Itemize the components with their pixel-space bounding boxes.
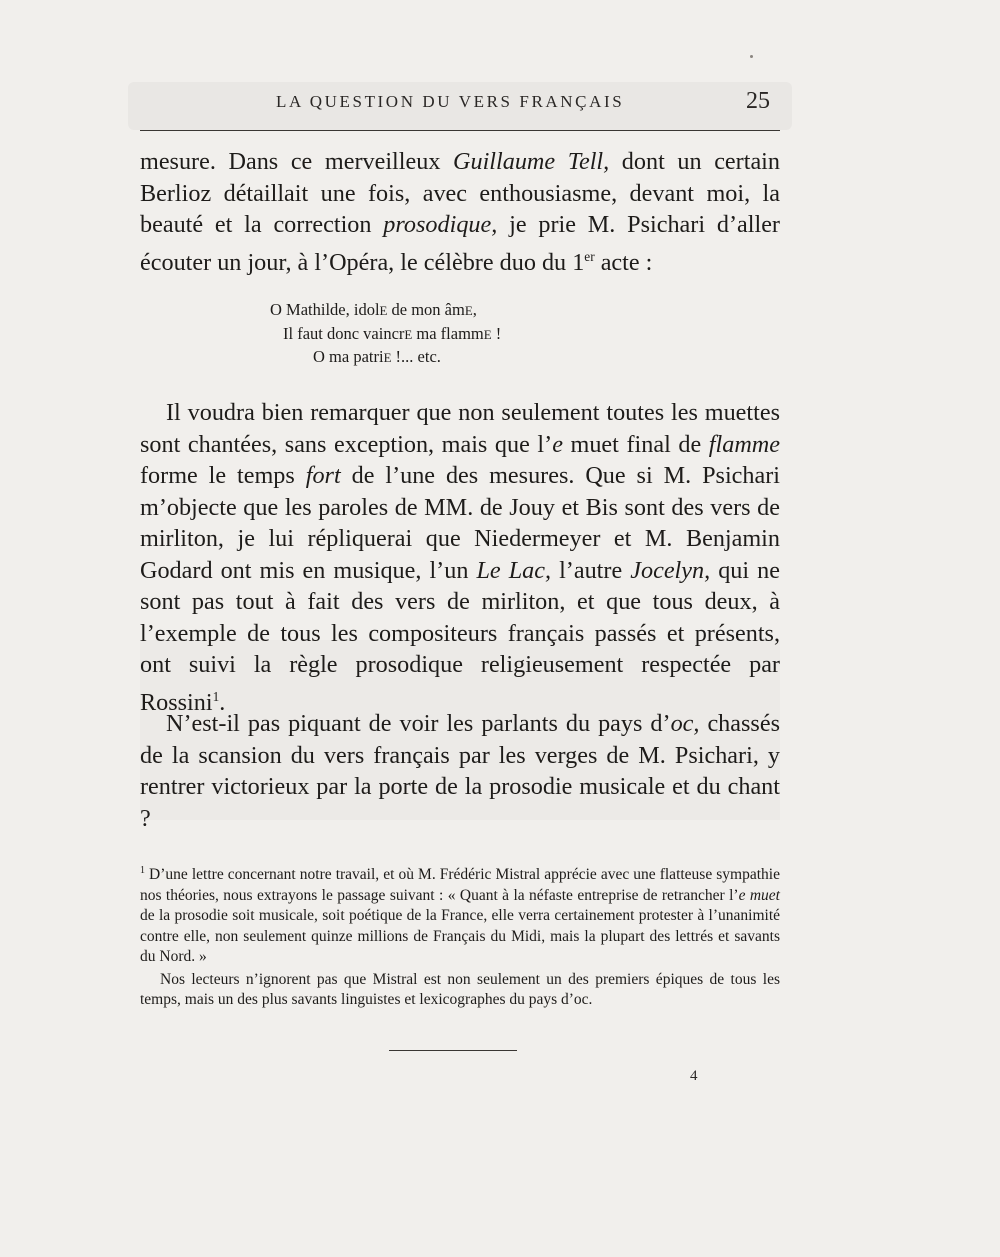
verse-line-3: O ma patriE !... etc. [313,347,441,366]
paper-speck [750,55,753,58]
italic-title-guillaume-tell: Guillaume Tell, [453,148,610,175]
footnote-1: $^1$ D’une lettre concernant notre travail, et où M. Frédéric Mistral apprécie avec une flatteuse sympathie nos théories, nous extrayons le passage suivant : « Quant à la néfaste entreprise de retrancher l’e muet de la prosodie soit musicale, soit poétique de la France, elle verra certainement protester à l’unanimité contre elle, non seulement quinze millions de Français du Midi, mais la plupart des lettrés et savants du Nord. » [140,865,780,966]
running-head [140,90,780,120]
italic-prosodique: prosodique, [383,211,498,238]
paragraph-1: mesure. Dans ce merveilleux Guillaume Tell, dont un certain Berlioz détaillait une fois, avec enthousiasme, devant moi, la beauté et la correction prosodique, je prie M. Psichari d’aller écouter un jour, à l’Opéra, le célèbre duo du 1er acte : [140,148,780,276]
footer-rule [389,1050,517,1051]
paragraph-3: N’est-il pas piquant de voir les parlants du pays d’oc, chassés de la scansion du vers français par les verges de M. Psichari, y rentrer victorieux par la porte de la prosodie musicale et du chant ? [140,710,780,832]
page-number: 25 [746,88,770,114]
verse-line-2: Il faut donc vaincrE ma flammE ! [283,323,502,343]
verse-quotation [140,299,780,370]
header-rule [140,130,780,131]
footnotes [140,861,780,1011]
paragraph-2: Il voudra bien remarquer que non seulement toutes les muettes sont chantées, sans exception, mais que l’e muet final de flamme forme le temps fort de l’une des mesures. Que si M. Psichari m’objecte que les paroles de MM. de Jouy et Bis sont des vers de mirliton, je lui répliquerai que Niedermeyer et M. Benjamin Godard ont mis en musique, l’un Le Lac, l’autre Jocelyn, qui ne sont pas tout à fait des vers de mirliton, et que tous deux, à l’exemple de tous les compositeurs français passés et présents, ont suivi la règle prosodique religieusement respectée par Rossini$^1$. [140,399,780,716]
footnote-continuation: Nos lecteurs n’ignorent pas que Mistral est non seulement un des premiers épiques de tous les temps, mais un des plus savants linguistes et lexicographes du pays d’oc. [140,970,780,1009]
verse-line-1: O Mathilde, idolE de mon âmE, [270,300,477,319]
footnote-reference: 1 [212,688,220,704]
signature-mark: 4 [690,1068,698,1084]
running-title: LA QUESTION DU VERS FRANÇAIS [276,92,625,111]
